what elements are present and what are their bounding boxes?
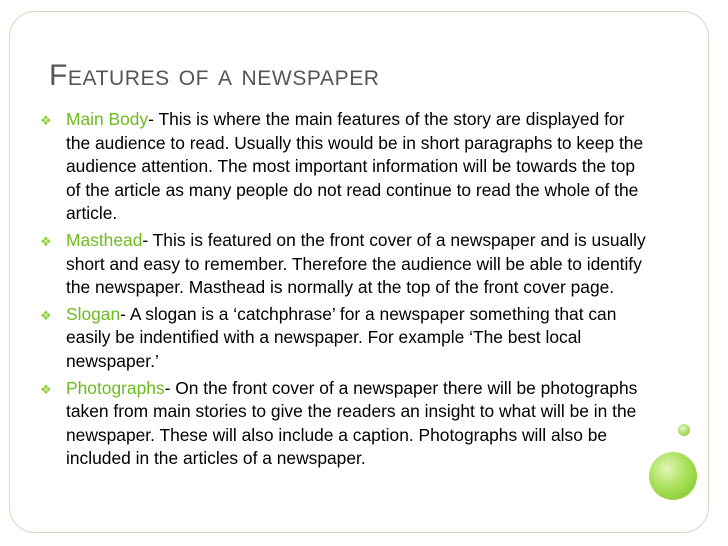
- leaf-bullet-icon: ❖: [40, 233, 52, 249]
- small-green-ball: [678, 424, 690, 436]
- green-ball: [649, 452, 697, 500]
- bullet-text: - On the front cover of a newspaper there will be photographs taken from main stories to give the readers an insight to what will be in the newspaper. These will also include a caption. Photographs will also be included in the articles of a newspaper.: [66, 377, 638, 469]
- bullet-item-slogan: [40, 303, 650, 374]
- leaf-bullet-icon: ❖: [40, 381, 52, 397]
- bullet-list: [40, 108, 650, 474]
- bullet-item-masthead: [40, 229, 650, 300]
- bullet-item-photographs: [40, 377, 650, 471]
- slide-title: Features of a newspaper: [49, 59, 380, 92]
- bullet-term: Main Body: [66, 109, 149, 129]
- bullet-text: - This is featured on the front cover of a newspaper and is usually short and easy to remember. Therefore the audience will be able to identify the newspaper. Masthead is normally at the top of the front cover page.: [66, 229, 646, 298]
- bullet-text: - A slogan is a ‘catchphrase’ for a newspaper something that can easily be indentified with a newspaper. For example ‘The best local newspaper.’: [66, 303, 617, 371]
- leaf-bullet-icon: ❖: [40, 307, 52, 323]
- bullet-item-main-body: [40, 108, 650, 226]
- bullet-term: Masthead: [66, 229, 143, 250]
- bullet-term: Slogan: [66, 303, 121, 324]
- bullet-term: Photographs: [66, 377, 165, 398]
- leaf-bullet-icon: ❖: [40, 113, 52, 128]
- bullet-text: - This is where the main features of the story are displayed for the audience to read. Usually this would be in short paragraphs to keep the audience attention. The most important information will be towards the top of the article as many people do not read continue to read the whole of the article.: [66, 109, 644, 224]
